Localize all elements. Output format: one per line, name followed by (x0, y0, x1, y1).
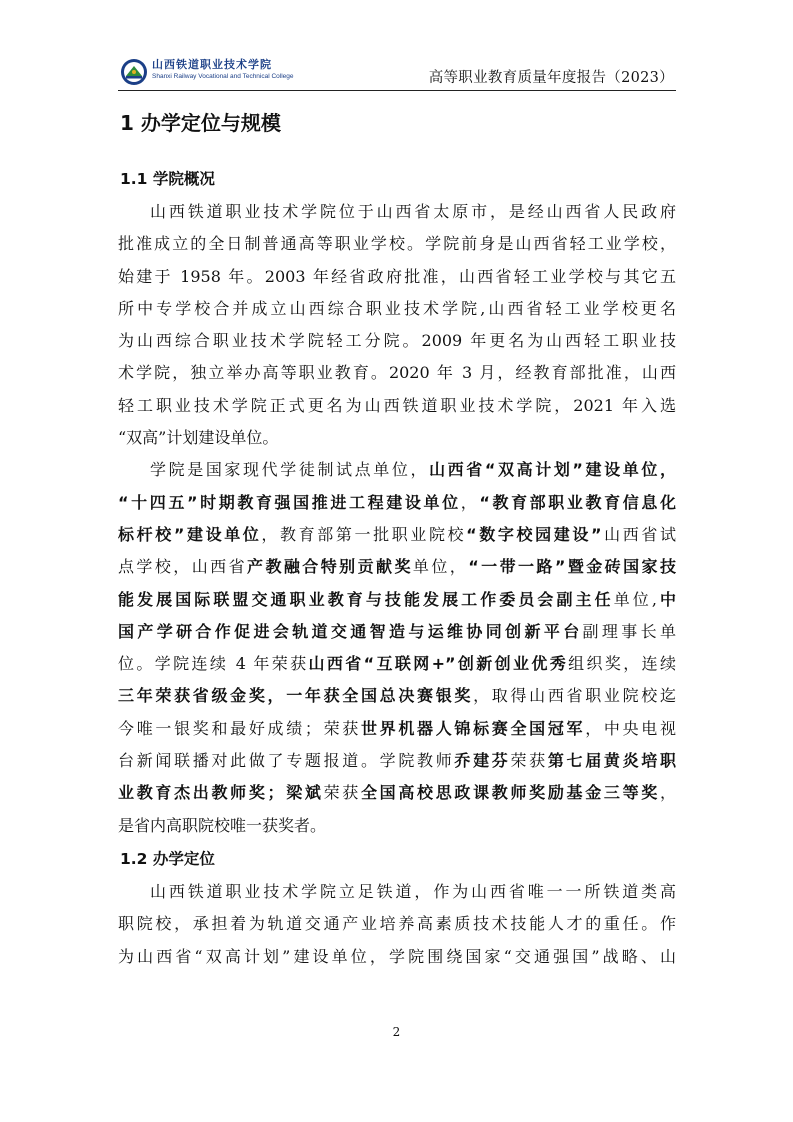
section-1-1-paragraph-2 (118, 454, 676, 842)
text-line (118, 519, 676, 551)
text-run: ，中央电视 (585, 718, 676, 738)
bold-text-run: 能发展国际联盟交通职业教育与技能发展工作委员会副主任 (118, 589, 614, 609)
text-line: 所中专学校合并成立山西综合职业技术学院,山西省轻工业学校更名 (118, 298, 676, 318)
logo-chinese-name: 山西铁道职业技术学院 (152, 58, 272, 71)
logo-english-name: Shanxi Railway Vocational and Technical College (152, 73, 294, 80)
text-line (118, 454, 676, 486)
logo-text (152, 58, 294, 81)
bold-text-run: 三年荣获省级金奖，一年获全国总决赛银奖 (118, 686, 474, 706)
text-run: 荣获 (510, 751, 548, 771)
text-run: 台新闻联播对此做了专题报道。学院教师 (118, 751, 455, 771)
text-line (118, 487, 676, 519)
chapter-title: 1 办学定位与规模 (120, 111, 281, 135)
text-run: 单位， (412, 557, 469, 577)
text-line (118, 680, 676, 712)
text-line (118, 810, 676, 842)
text-run: 单位, (613, 589, 657, 609)
section-1-2-paragraph-1 (118, 876, 676, 973)
text-run: ， (460, 492, 480, 512)
bold-text-run: 中 (656, 589, 676, 609)
section-title-1-1: 1.1 学院概况 (120, 170, 215, 188)
text-line: 山西铁道职业技术学院位于山西省太原市，是经山西省人民政府 (150, 202, 676, 221)
text-run: 今唯一银奖和最好成绩；荣获 (118, 718, 361, 738)
text-line (118, 713, 676, 745)
text-line: 术学院，独立举办高等职业教育。2020 年 3 月，经教育部批准，山西 (118, 363, 676, 383)
text-line: 山西铁道职业技术学院立足铁道，作为山西省唯一一所铁道类高 (150, 881, 676, 901)
text-run: 副理事长单 (582, 621, 676, 641)
text-run: ，取得山西省职业院校迄 (473, 686, 676, 706)
bold-text-run: “一带一路”暨金砖国家技 (468, 557, 676, 577)
bold-text-run: 全国高校思政课教师奖励基金三等奖 (360, 783, 660, 803)
text-line: 轻工职业技术学院正式更名为山西铁道职业技术学院，2021 年入选 (118, 395, 676, 415)
bold-text-run: 世界机器人锦标赛全国冠军 (360, 718, 586, 738)
bold-text-run: 山西省“互联网+”创新创业优秀 (308, 654, 569, 674)
text-line (118, 616, 676, 648)
bold-text-run: “十四五”时期教育强国推进工程建设单位 (118, 492, 461, 512)
text-line (118, 584, 676, 616)
text-line: 批准成立的全日制普通高等职业学校。学院前身是山西省轻工业学校， (118, 234, 676, 254)
text-line (118, 551, 676, 583)
section-title-1-2: 1.2 办学定位 (120, 849, 215, 868)
text-line (118, 648, 676, 680)
text-line: 职院校，承担着为轨道交通产业培养高素质技术技能人才的重任。作 (118, 914, 676, 934)
text-line (118, 745, 676, 777)
text-run: 点学校，山西省 (118, 557, 248, 577)
text-line: “双高”计划建设单位。 (118, 428, 279, 448)
text-line: 始建于 1958 年。2003 年经省政府批准，山西省轻工业学校与其它五 (118, 266, 676, 286)
report-title: 高等职业教育质量年度报告（2023） (428, 70, 674, 86)
text-line: 为山西省“双高计划”建设单位，学院围绕国家“交通强国”战略、山 (118, 946, 676, 966)
bold-text-run: 标杆校”建设单位 (118, 524, 262, 544)
bold-text-run: 业教育杰出教师奖；梁斌 (118, 783, 324, 803)
text-run: 山西省试 (601, 524, 676, 544)
bold-text-run: 第七届黄炎培职 (547, 751, 676, 771)
text-run: 组织奖，连续 (568, 654, 676, 674)
bold-text-run: 山西省“双高计划”建设单位， (429, 460, 676, 480)
text-run: 是省内高职院校唯一获奖者。 (118, 815, 327, 835)
bold-text-run: 产教融合特别贡献奖 (247, 557, 413, 577)
college-logo-icon (120, 58, 148, 86)
bold-text-run: “数字校园建设” (466, 524, 602, 544)
page-number: 2 (392, 1025, 401, 1039)
text-run: 荣获 (323, 783, 361, 803)
text-run: ， (659, 783, 676, 803)
bold-text-run: 乔建芬 (454, 751, 511, 771)
bold-text-run: 国产学研合作促进会轨道交通智造与运维协同创新平台 (118, 621, 583, 641)
text-run: 位。学院连续 4 年荣获 (118, 654, 309, 674)
text-line (118, 777, 676, 809)
text-run: 学院是国家现代学徒制试点单位， (150, 460, 430, 480)
bold-text-run: “教育部职业教育信息化 (479, 492, 676, 512)
main-content (118, 100, 676, 973)
text-run: ，教育部第一批职业院校 (261, 524, 467, 544)
section-1-1-paragraph-1 (118, 196, 676, 454)
page-header (118, 56, 676, 91)
text-line: 为山西综合职业技术学院轻工分院。2009 年更名为山西轻工职业技 (118, 331, 676, 351)
